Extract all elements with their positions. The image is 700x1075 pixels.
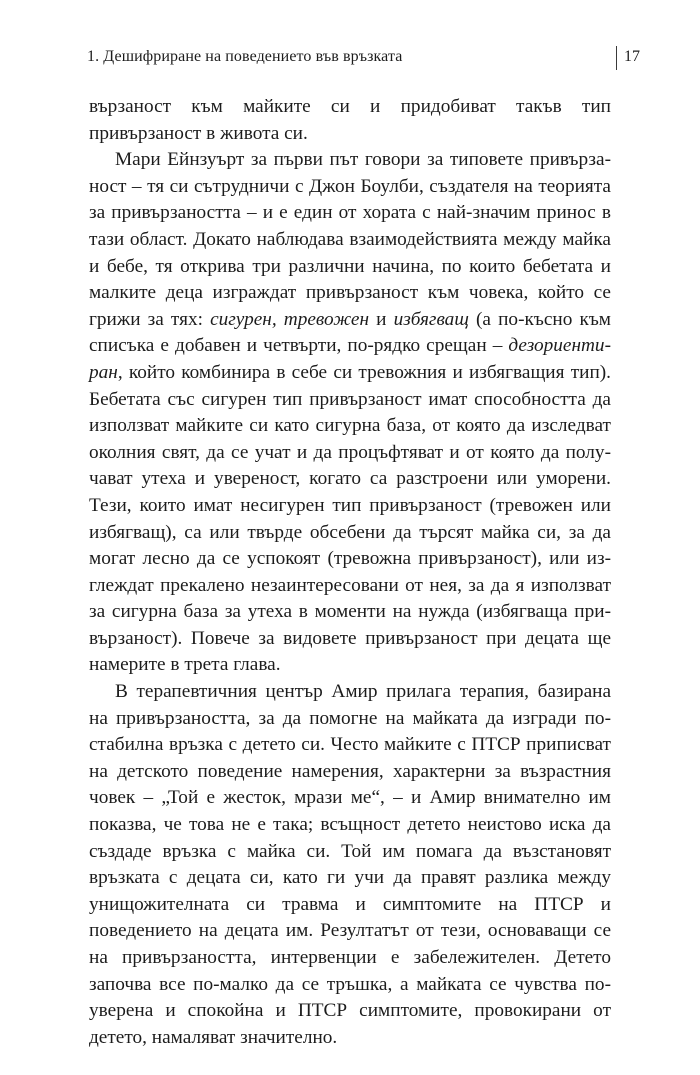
paragraph-therapy-center (89, 679, 611, 1051)
body-text (89, 94, 611, 1051)
text-run: вързаност към майките си и придобиват такъв тип привързаност в живота си. (89, 96, 611, 144)
text-run: , който комбинира в себе си тревожния и избягващия тип). Бебетата със сигурен тип привързаност имат способността да използват майките си като сигурна база, от която да изследват околния свят, да се учат и да процъфтяват и от която да получават утеха и увереност, когато са разстроени или уморени. Тези, които имат несигурен тип привързаност (тревожен или избягващ), са или твърде обсебени да търсят майка си, за да могат лесно да се успокоят (тревожна привързаност), или изглеждат прекалено незаинтересовани от нея, за да я използват за сигурна база за утеха в моменти на нужда (избягваща привързаност). Повече за видовете привързаност при децата ще намерите в трета глава. (89, 361, 611, 676)
chapter-title: 1. Дешифриране на поведението във връзката (87, 48, 403, 65)
paragraph-continued (89, 94, 611, 147)
paragraph-ainsworth (89, 147, 611, 679)
text-run: и (369, 308, 394, 330)
text-run: Мари Ейнзуърт за първи път говори за типовете привързаност – тя си сътрудничи с Джон Боулби, създателя на теорията за привързаността – и е един от хората с най-значим принос в тази област. Докато наблюдава взаимодействията между майка и бебе, тя открива три различни начина, по които бебетата и малките деца изграждат привързаност към човека, който се грижи за тях: (89, 149, 611, 330)
text-run: (а по-късно към списъка е добавен и четвърти, по-рядко срещан – (89, 308, 611, 357)
italic-term: избягващ (393, 308, 469, 330)
running-head (87, 46, 657, 72)
italic-term: дезориентиран (89, 335, 611, 383)
header-divider (616, 46, 617, 70)
italic-term: сигурен, тревожен (210, 308, 370, 330)
page-number: 17 (624, 48, 640, 65)
text-run: В терапевтичния център Амир прилага терапия, базирана на привързаността, за да помогне на майката да изгради по-стабилна връзка с детето си. Често майките с ПТСР приписват на детското поведение намерения, характерни за възрастния човек – „Той е жесток, мрази ме“, – и Амир внимателно им показва, че това не е така; всъщност детето неистово иска да създаде връзка с майка си. Той им помага да възстановят връзката с децата си, като ги учи да правят разлика между унищожителната си травма и симптомите на ПТСР и поведението на децата им. Резултатът от тези, основаващи се на привързаността, интервенции е забележителен. Детето започва все по-малко да се тръшка, а майката се чувства по-уверена и спокойна и ПТСР симптомите, провокирани от детето, намаляват значително. (89, 681, 611, 1048)
